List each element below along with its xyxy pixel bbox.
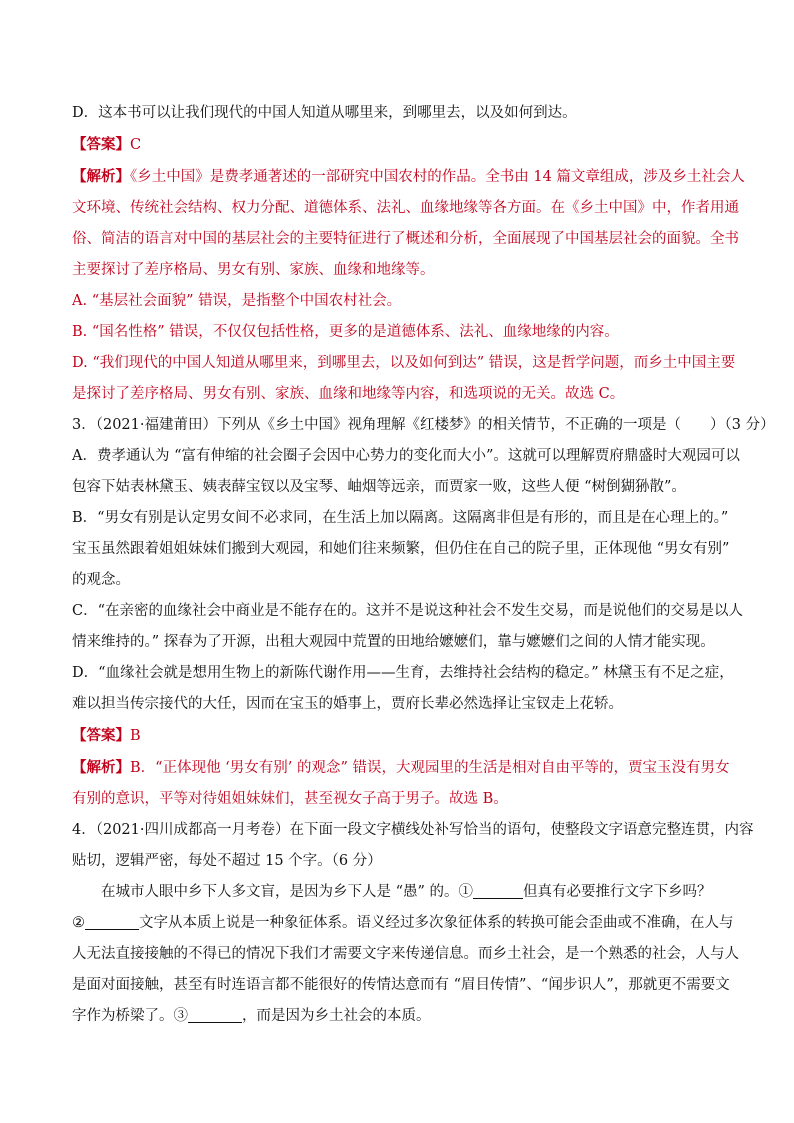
q2-answer [72,129,722,161]
q3-option-line: 包容下姑表林黛玉、姨表薛宝钗以及宝琴、岫烟等远亲，而贾家一败，这些人便 “树倒猢狲散”。 [72,479,686,495]
q3-option-line: 情来维持的。” 探春为了开源，出租大观园中荒置的田地给嬷嬷们，靠与嬷嬷们之间的人情才能实现。 [72,634,715,650]
q3-option-line: C．“在亲密的血缘社会中商业是不能存在的。这并不是说这种社会不发生交易，而是说他们的交易是以人 [72,603,744,619]
q2-analysis-line: 【解析】《乡土中国》是费孝通著述的一部研究中国农村的作品。全书由 14 篇文章组成，涉及乡土社会人 [72,168,745,185]
q2-note-b: B. “国名性格” 错误，不仅仅包括性格，更多的是道德体系、法礼、血缘地缘的内容。 [72,324,619,340]
q3-option-line: 宝玉虽然跟着姐姐妹妹们搬到大观园，和她们往来频繁，但仍住在自己的院子里，正体现他 “男女有别” [72,541,730,557]
q3-analysis-line: 有别的意识，平等对待姐姐妹妹们，甚至视女子高于男子。故选 B。 [72,791,508,807]
q3-option-line: B．“男女有别是认定男女间不必求同，在生活上加以隔离。这隔离非但是有形的，而且是在心理上的。” [72,510,729,526]
q3-answer [72,720,722,752]
q3-option-line: A．费孝通认为 “富有伸缩的社会圈子会因中心势力的变化而大小”。这就可以理解贾府鼎盛时大观园可以 [72,448,740,464]
q4-stem: 4．（2021·四川成都高一月考卷）在下面一段文字横线处补写恰当的语句，使整段文字语意完整连贯，内容 [72,822,754,838]
analysis-tag: 【解析】 [72,759,130,776]
q4-passage-line: 人无法直接接触的不得已的情况下我们才需要文字来传递信息。而乡土社会，是一个熟悉的社会，人与人 [72,946,739,962]
q2-note-d-cont: 是探讨了差序格局、男女有别、家族、血缘和地缘等内容，和选项说的无关。故选 C。 [72,386,625,402]
q3-option-line: 难以担当传宗接代的大任，因而在宝玉的婚事上，贾府长辈必然选择让宝钗走上花轿。 [72,696,623,712]
q4-passage-line: ② 文字从本质上说是一种象征体系。语义经过多次象征体系的转换可能会歪曲或不准确，在人与 [72,908,722,939]
answer-value: C [130,137,142,153]
q4-passage-line: 字作为桥梁了。③ ，而是因为乡土社会的本质。 [72,1001,722,1032]
q2-analysis-line: 俗、简洁的语言对中国的基层社会的主要特征进行了概述和分析，全面展现了中国基层社会的面貌。全书 [72,231,739,247]
answer-tag: 【答案】 [72,727,130,744]
q4-passage-line: 在城市人眼中乡下人多文盲，是因为乡下人是 “愚” 的。① 但真有必要推行文字下乡吗？ [72,877,722,908]
option-d-prev: D．这本书可以让我们现代的中国人知道从哪里来，到哪里去，以及如何到达。 [72,105,577,121]
blank-2[interactable] [85,912,139,930]
answer-value: B [130,728,141,744]
answer-tag: 【答案】 [72,136,130,153]
q2-note-a: A. “基层社会面貌” 错误，是指整个中国农村社会。 [72,293,402,309]
q2-note-d: D. “我们现代的中国人知道从哪里来，到哪里去，以及如何到达” 错误，这是哲学问题，而乡土中国主要 [72,355,736,371]
q2-analysis-line: 主要探讨了差序格局、男女有别、家族、血缘和地缘等。 [72,262,435,278]
q3-stem: 3．（2021·福建莆田）下列从《乡土中国》视角理解《红楼梦》的相关情节，不正确的一项是（ ）（3 分） [72,417,775,433]
analysis-tag: 【解析】 [72,168,130,185]
q4-passage-line: 是面对面接触，甚至有时连语言都不能很好的传情达意而有 “眉目传情”、“闻步识人”，那就更不需要文 [72,977,730,993]
document-page [72,98,775,1032]
blank-3[interactable] [188,1005,242,1023]
q3-analysis-line: 【解析】B．“正体现他 ‘男女有别’ 的观念” 错误，大观园里的生活是相对自由平等的，贾宝玉没有男女 [72,759,730,776]
q2-analysis-line: 文环境、传统社会结构、权力分配、道德体系、法礼、血缘地缘等各方面。在《乡土中国》中，作者用通 [72,200,739,216]
q3-option-line: D．“血缘社会就是想用生物上的新陈代谢作用——生育，去维持社会结构的稳定。” 林黛玉有不足之症， [72,665,734,681]
blank-1[interactable] [473,881,523,899]
q3-option-line: 的观念。 [72,572,130,588]
q4-stem: 贴切，逻辑严密，每处不超过 15 个字。（6 分） [72,853,382,869]
